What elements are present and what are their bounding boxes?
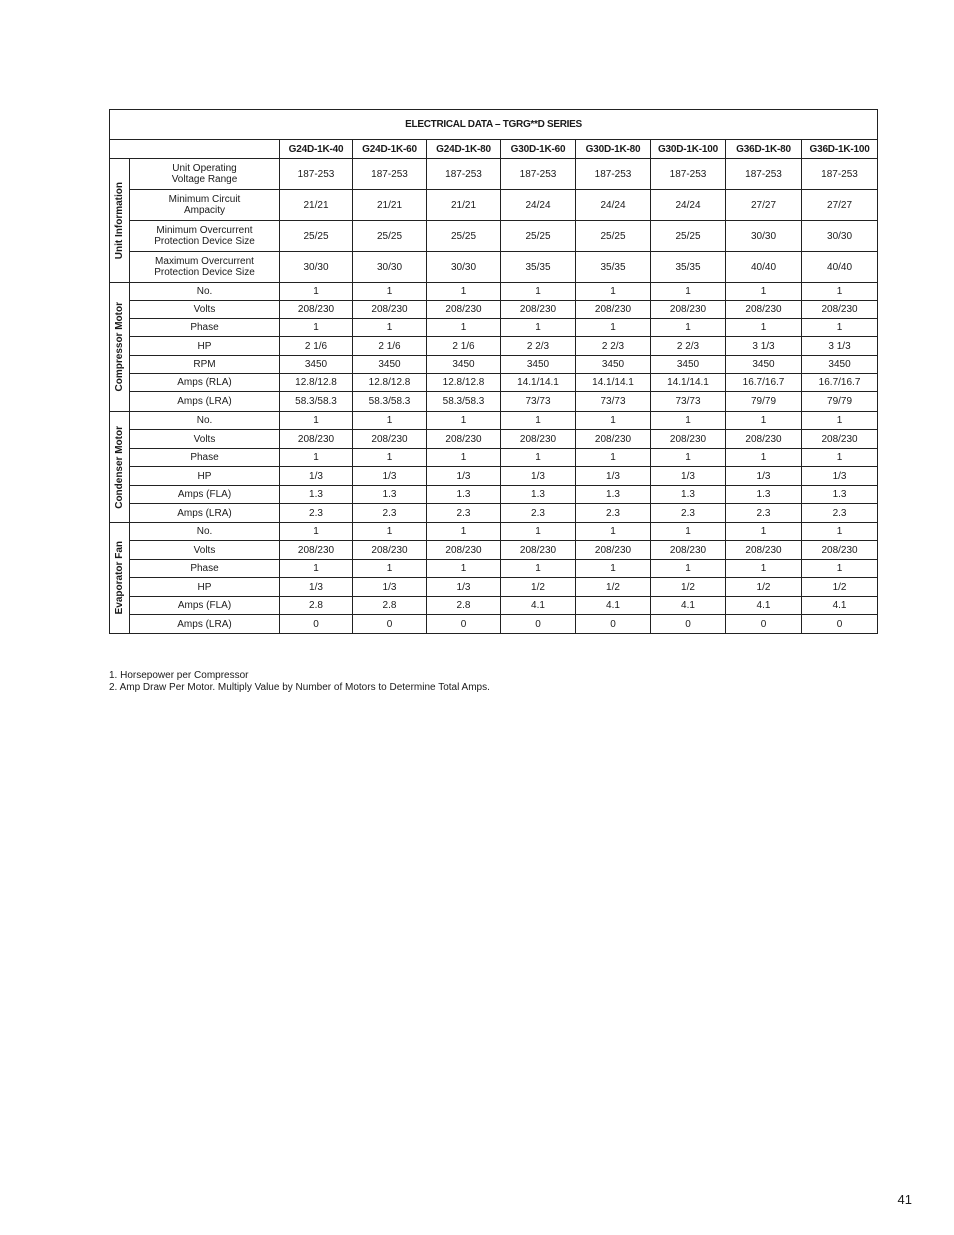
table-cell: 1 (427, 319, 501, 337)
table-row (110, 523, 878, 541)
table-cell: 1 (353, 319, 427, 337)
table-cell: 14.1/14.1 (576, 374, 651, 392)
table-cell: 25/25 (427, 221, 501, 252)
table-cell: 208/230 (280, 301, 353, 319)
table-cell: 1 (802, 283, 878, 301)
table-cell: 187-253 (726, 159, 802, 190)
table-cell: 3 1/3 (726, 337, 802, 356)
row-label: HP (130, 578, 280, 597)
table-cell: 1.3 (651, 486, 726, 504)
table-cell: 2.8 (353, 597, 427, 615)
table-row (110, 319, 878, 337)
table-row (110, 615, 878, 634)
table-cell: 30/30 (353, 252, 427, 283)
table-cell: 14.1/14.1 (501, 374, 576, 392)
table-cell: 1 (802, 449, 878, 467)
table-row (110, 412, 878, 430)
section-label-cell (110, 283, 130, 412)
table-row (110, 374, 878, 392)
table-cell: 0 (280, 615, 353, 634)
table-cell: 208/230 (802, 430, 878, 449)
column-header-g30d-1k-60: G30D-1K-60 (501, 140, 576, 159)
table-cell: 1 (427, 449, 501, 467)
table-cell: 1 (651, 319, 726, 337)
table-cell: 1 (726, 523, 802, 541)
table-cell: 208/230 (280, 430, 353, 449)
row-label: Volts (130, 541, 280, 560)
table-cell: 1 (353, 412, 427, 430)
table-cell: 1/2 (802, 578, 878, 597)
table-cell: 1 (427, 560, 501, 578)
table-cell: 187-253 (651, 159, 726, 190)
table-cell: 4.1 (726, 597, 802, 615)
table-cell: 2.3 (427, 504, 501, 523)
row-label: No. (130, 412, 280, 430)
table-cell: 4.1 (651, 597, 726, 615)
table-cell: 1 (280, 449, 353, 467)
row-label: No. (130, 523, 280, 541)
table-cell: 12.8/12.8 (280, 374, 353, 392)
table-cell: 1/3 (501, 467, 576, 486)
row-label: Amps (LRA) (130, 392, 280, 412)
table-cell: 25/25 (280, 221, 353, 252)
table-cell: 208/230 (726, 301, 802, 319)
table-cell: 208/230 (427, 301, 501, 319)
column-header-row (110, 140, 878, 159)
table-cell: 30/30 (427, 252, 501, 283)
table-cell: 208/230 (726, 541, 802, 560)
row-label: Phase (130, 449, 280, 467)
table-cell: 2 1/6 (427, 337, 501, 356)
table-cell: 2.8 (280, 597, 353, 615)
table-cell: 73/73 (651, 392, 726, 412)
row-label: Amps (LRA) (130, 615, 280, 634)
table-cell: 0 (802, 615, 878, 634)
table-cell: 1 (501, 319, 576, 337)
electrical-data-table (109, 109, 878, 634)
table-cell: 208/230 (501, 541, 576, 560)
table-cell: 1 (802, 560, 878, 578)
row-label: Phase (130, 319, 280, 337)
table-cell: 1 (651, 412, 726, 430)
table-cell: 1.3 (802, 486, 878, 504)
table-cell: 1 (576, 449, 651, 467)
table-cell: 0 (353, 615, 427, 634)
row-label: Amps (FLA) (130, 597, 280, 615)
table-cell: 1 (576, 283, 651, 301)
table-cell: 2.3 (501, 504, 576, 523)
table-cell: 1/3 (802, 467, 878, 486)
table-cell: 1 (427, 283, 501, 301)
table-row (110, 252, 878, 283)
table-cell: 1/3 (353, 578, 427, 597)
table-cell: 1 (280, 283, 353, 301)
table-cell: 1 (501, 523, 576, 541)
table-cell: 0 (501, 615, 576, 634)
table-cell: 208/230 (576, 301, 651, 319)
table-cell: 25/25 (501, 221, 576, 252)
table-cell: 1/3 (576, 467, 651, 486)
table-cell: 2.3 (576, 504, 651, 523)
table-row (110, 541, 878, 560)
row-label: Amps (FLA) (130, 486, 280, 504)
table-cell: 30/30 (726, 221, 802, 252)
table-cell: 1/2 (651, 578, 726, 597)
table-cell: 4.1 (501, 597, 576, 615)
table-cell: 208/230 (427, 541, 501, 560)
table-cell: 208/230 (427, 430, 501, 449)
section-label: Unit Information (114, 181, 125, 260)
table-cell: 14.1/14.1 (651, 374, 726, 392)
table-cell: 2 2/3 (651, 337, 726, 356)
table-cell: 1/3 (353, 467, 427, 486)
table-cell: 2.3 (280, 504, 353, 523)
table-row (110, 301, 878, 319)
row-label: HP (130, 467, 280, 486)
footnote-2: 2. Amp Draw Per Motor. Multiply Value by Number of Motors to Determine Total Amps. (109, 682, 490, 693)
table-cell: 58.3/58.3 (353, 392, 427, 412)
row-label: Phase (130, 560, 280, 578)
section-label-cell (110, 159, 130, 283)
table-cell: 35/35 (576, 252, 651, 283)
table-cell: 2 2/3 (576, 337, 651, 356)
table-cell: 0 (651, 615, 726, 634)
table-row (110, 560, 878, 578)
table-cell: 1 (651, 283, 726, 301)
section-label-cell (110, 412, 130, 523)
row-label: Amps (RLA) (130, 374, 280, 392)
table-cell: 2 1/6 (280, 337, 353, 356)
table-row (110, 504, 878, 523)
table-cell: 35/35 (651, 252, 726, 283)
table-cell: 208/230 (576, 541, 651, 560)
table-cell: 208/230 (726, 430, 802, 449)
table-cell: 1/2 (501, 578, 576, 597)
table-cell: 1/3 (726, 467, 802, 486)
table-cell: 1 (280, 412, 353, 430)
section-label: Condenser Motor (114, 425, 125, 509)
row-label: Minimum Circuit Ampacity (130, 190, 280, 221)
table-row (110, 221, 878, 252)
row-label: Maximum Overcurrent Protection Device Size (130, 252, 280, 283)
table-cell: 1 (726, 449, 802, 467)
table-cell: 208/230 (576, 430, 651, 449)
table-cell: 1 (501, 560, 576, 578)
table-cell: 1 (501, 412, 576, 430)
row-label: Volts (130, 430, 280, 449)
table-cell: 1 (353, 283, 427, 301)
table-cell: 187-253 (280, 159, 353, 190)
table-cell: 1.3 (501, 486, 576, 504)
table-cell: 12.8/12.8 (427, 374, 501, 392)
table-row (110, 283, 878, 301)
table-cell: 1.3 (726, 486, 802, 504)
column-header-g30d-1k-80: G30D-1K-80 (576, 140, 651, 159)
table-cell: 208/230 (501, 430, 576, 449)
table-cell: 1 (726, 283, 802, 301)
table-cell: 73/73 (501, 392, 576, 412)
table-cell: 24/24 (651, 190, 726, 221)
table-cell: 58.3/58.3 (280, 392, 353, 412)
table-cell: 40/40 (802, 252, 878, 283)
table-cell: 1 (576, 319, 651, 337)
table-cell: 21/21 (280, 190, 353, 221)
row-label: Minimum Overcurrent Protection Device Size (130, 221, 280, 252)
page-number: 41 (897, 1192, 912, 1207)
table-cell: 0 (726, 615, 802, 634)
table-cell: 3450 (651, 356, 726, 374)
table-cell: 1 (651, 449, 726, 467)
table-cell: 1/2 (576, 578, 651, 597)
table-cell: 1 (501, 449, 576, 467)
table-cell: 30/30 (802, 221, 878, 252)
table-cell: 1 (427, 523, 501, 541)
table-cell: 1/3 (427, 467, 501, 486)
table-cell: 2.3 (651, 504, 726, 523)
table-cell: 24/24 (501, 190, 576, 221)
table-cell: 1 (501, 283, 576, 301)
table-cell: 1 (353, 523, 427, 541)
table-cell: 79/79 (802, 392, 878, 412)
table-cell: 1.3 (280, 486, 353, 504)
table-cell: 4.1 (802, 597, 878, 615)
table-cell: 1.3 (427, 486, 501, 504)
table-cell: 187-253 (427, 159, 501, 190)
table-cell: 208/230 (651, 301, 726, 319)
table-cell: 1 (802, 412, 878, 430)
table-cell: 208/230 (353, 541, 427, 560)
table-cell: 1/2 (726, 578, 802, 597)
table-row (110, 449, 878, 467)
table-cell: 1 (726, 560, 802, 578)
row-label: Volts (130, 301, 280, 319)
table-title: ELECTRICAL DATA – TGRG**D SERIES (110, 110, 878, 140)
table-row (110, 337, 878, 356)
table-cell: 1 (280, 319, 353, 337)
table-cell: 1 (280, 523, 353, 541)
table-cell: 1/3 (651, 467, 726, 486)
column-header-g24d-1k-60: G24D-1K-60 (353, 140, 427, 159)
table-body (110, 159, 878, 634)
table-cell: 3450 (427, 356, 501, 374)
table-cell: 3450 (280, 356, 353, 374)
section-label: Evaporator Fan (114, 541, 125, 615)
table-cell: 187-253 (576, 159, 651, 190)
table-cell: 1/3 (427, 578, 501, 597)
table-cell: 0 (576, 615, 651, 634)
table-cell: 35/35 (501, 252, 576, 283)
table-cell: 2.8 (427, 597, 501, 615)
table-row (110, 597, 878, 615)
row-label: No. (130, 283, 280, 301)
table-row (110, 430, 878, 449)
table-cell: 1 (353, 560, 427, 578)
electrical-data-table-container (109, 109, 877, 634)
row-label: Amps (LRA) (130, 504, 280, 523)
column-header-g36d-1k-80: G36D-1K-80 (726, 140, 802, 159)
table-cell: 208/230 (353, 430, 427, 449)
table-cell: 21/21 (353, 190, 427, 221)
table-cell: 16.7/16.7 (726, 374, 802, 392)
table-cell: 27/27 (726, 190, 802, 221)
table-row (110, 467, 878, 486)
table-cell: 208/230 (280, 541, 353, 560)
table-cell: 208/230 (651, 541, 726, 560)
table-cell: 1 (353, 449, 427, 467)
table-cell: 1 (427, 412, 501, 430)
table-cell: 1.3 (576, 486, 651, 504)
table-cell: 1 (576, 412, 651, 430)
table-cell: 25/25 (353, 221, 427, 252)
table-cell: 25/25 (651, 221, 726, 252)
table-cell: 208/230 (802, 541, 878, 560)
table-cell: 3 1/3 (802, 337, 878, 356)
table-cell: 79/79 (726, 392, 802, 412)
table-cell: 3450 (576, 356, 651, 374)
table-cell: 208/230 (651, 430, 726, 449)
table-cell: 4.1 (576, 597, 651, 615)
table-cell: 2.3 (353, 504, 427, 523)
table-cell: 1 (802, 523, 878, 541)
column-header-g24d-1k-40: G24D-1K-40 (280, 140, 353, 159)
column-header-g24d-1k-80: G24D-1K-80 (427, 140, 501, 159)
table-row (110, 356, 878, 374)
column-header-g36d-1k-100: G36D-1K-100 (802, 140, 878, 159)
footnotes (109, 670, 490, 694)
table-cell: 2.3 (802, 504, 878, 523)
table-cell: 187-253 (501, 159, 576, 190)
table-cell: 2 2/3 (501, 337, 576, 356)
section-label: Compressor Motor (114, 302, 125, 392)
table-cell: 1 (280, 560, 353, 578)
table-row (110, 486, 878, 504)
column-header-g30d-1k-100: G30D-1K-100 (651, 140, 726, 159)
table-row (110, 578, 878, 597)
table-cell: 16.7/16.7 (802, 374, 878, 392)
footnote-1: 1. Horsepower per Compressor (109, 670, 249, 681)
table-cell: 12.8/12.8 (353, 374, 427, 392)
table-row (110, 159, 878, 190)
table-cell: 2.3 (726, 504, 802, 523)
section-label-cell (110, 523, 130, 634)
table-cell: 21/21 (427, 190, 501, 221)
table-cell: 3450 (802, 356, 878, 374)
table-cell: 1/3 (280, 467, 353, 486)
table-cell: 3450 (353, 356, 427, 374)
table-cell: 27/27 (802, 190, 878, 221)
row-label: RPM (130, 356, 280, 374)
table-cell: 58.3/58.3 (427, 392, 501, 412)
table-row (110, 190, 878, 221)
table-cell: 24/24 (576, 190, 651, 221)
table-cell: 208/230 (353, 301, 427, 319)
table-cell: 1 (576, 560, 651, 578)
table-cell: 73/73 (576, 392, 651, 412)
table-cell: 30/30 (280, 252, 353, 283)
row-label: HP (130, 337, 280, 356)
row-label: Unit Operating Voltage Range (130, 159, 280, 190)
table-cell: 0 (427, 615, 501, 634)
table-cell: 1/3 (280, 578, 353, 597)
table-cell: 187-253 (802, 159, 878, 190)
header-blank-cell (110, 140, 280, 159)
table-cell: 1 (651, 560, 726, 578)
table-cell: 1 (651, 523, 726, 541)
table-cell: 208/230 (501, 301, 576, 319)
table-cell: 3450 (726, 356, 802, 374)
table-cell: 187-253 (353, 159, 427, 190)
table-cell: 1.3 (353, 486, 427, 504)
table-cell: 40/40 (726, 252, 802, 283)
table-cell: 2 1/6 (353, 337, 427, 356)
table-cell: 3450 (501, 356, 576, 374)
table-cell: 1 (726, 319, 802, 337)
table-cell: 1 (802, 319, 878, 337)
table-cell: 208/230 (802, 301, 878, 319)
table-row (110, 392, 878, 412)
table-cell: 25/25 (576, 221, 651, 252)
table-cell: 1 (726, 412, 802, 430)
table-cell: 1 (576, 523, 651, 541)
